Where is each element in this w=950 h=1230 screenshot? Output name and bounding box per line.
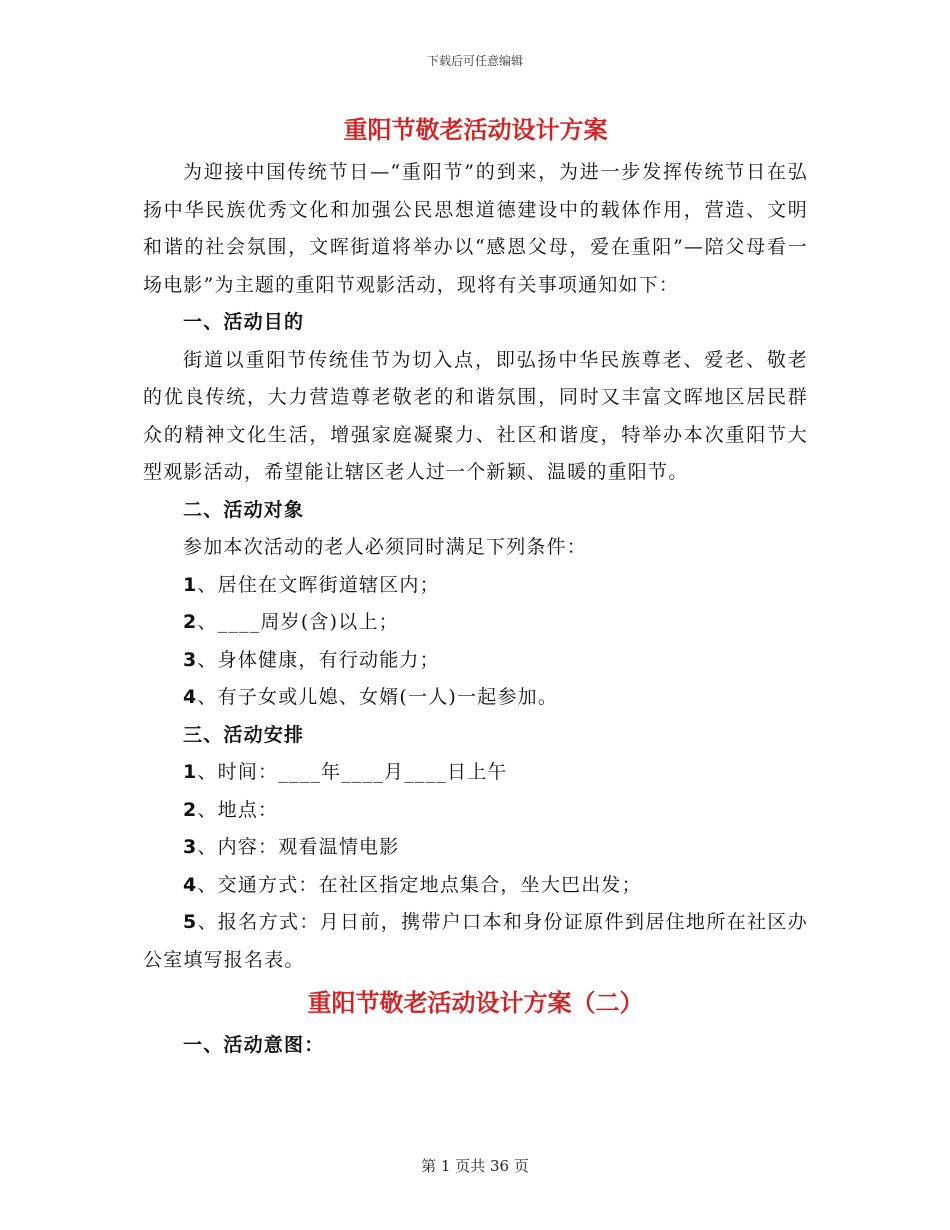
document-body (143, 110, 808, 1065)
item-text: 、内容：观看温情电影 (197, 836, 400, 858)
item-text: 、时间：____年____月____日上午 (197, 761, 508, 783)
intro-paragraph: 为迎接中国传统节日—“重阳节”的到来，为进一步发挥传统节日在弘扬中华民族优秀文化和加强公民思想道德建设中的载体作用，营造、文明和谐的社会氛围，文晖街道将举办以“感恩父母，爱在重阳”—陪父母看一场电影”为主题的重阳节观影活动，现将有关事项通知如下： (143, 161, 808, 296)
list-item (143, 567, 808, 605)
item-number: 2 (183, 798, 198, 821)
purpose-paragraph: 街道以重阳节传统佳节为切入点，即弘扬中华民族尊老、爱老、敬老的优良传统，大力营造尊老敬老的和谐氛围，同时又丰富文晖地区居民群众的精神文化生活，增强家庭凝聚力、社区和谐度，特举办本次重阳节大型观影活动，希望能让辖区老人过一个新颖、温暖的重阳节。 (143, 348, 808, 483)
item-number: 2 (183, 611, 198, 633)
item-number: 5 (183, 911, 198, 933)
item-text: 、交通方式：在社区指定地点集合，坐大巴出发； (197, 873, 642, 896)
list-item (143, 904, 808, 979)
item-number: 4 (183, 873, 198, 896)
list-item (143, 829, 808, 867)
item-text: 、报名方式：月日前，携带户口本和身份证原件到居住地所在社区办公室填写报名表。 (143, 911, 808, 971)
second-plan-title: 重阳节敬老活动设计方案（二） (307, 988, 644, 1017)
list-item (143, 679, 808, 717)
item-text: 、地点： (197, 798, 279, 821)
item-text: 、身体健康，有行动能力； (197, 648, 440, 671)
item-number: 1 (183, 761, 198, 783)
item-number: 3 (183, 648, 198, 671)
list-item (143, 604, 808, 642)
page-footer: 第 1 页共 36 页 (421, 1157, 529, 1175)
item-number: 1 (183, 573, 198, 596)
participants-lead: 参加本次活动的老人必须同时满足下列条件： (183, 536, 588, 558)
item-number: 3 (183, 836, 198, 858)
item-text: 、有子女或儿媳、女婿(一人)一起参加。 (197, 686, 559, 708)
header-note: 下载后可任意编辑 (426, 54, 523, 68)
list-item (143, 867, 808, 905)
list-item (143, 642, 808, 680)
section-heading-purpose: 一、活动目的 (183, 311, 305, 333)
list-item (143, 754, 808, 792)
item-text: 、____周岁(含)以上； (197, 611, 399, 633)
item-number: 4 (183, 686, 198, 708)
section-heading-participants: 二、活动对象 (183, 498, 305, 521)
item-text: 、居住在文晖街道辖区内； (197, 573, 440, 596)
section-heading-intent: 一、活动意图： (183, 1034, 325, 1056)
section-heading-schedule: 三、活动安排 (183, 723, 305, 746)
document-title: 重阳节敬老活动设计方案 (343, 115, 608, 144)
list-item (143, 792, 808, 830)
